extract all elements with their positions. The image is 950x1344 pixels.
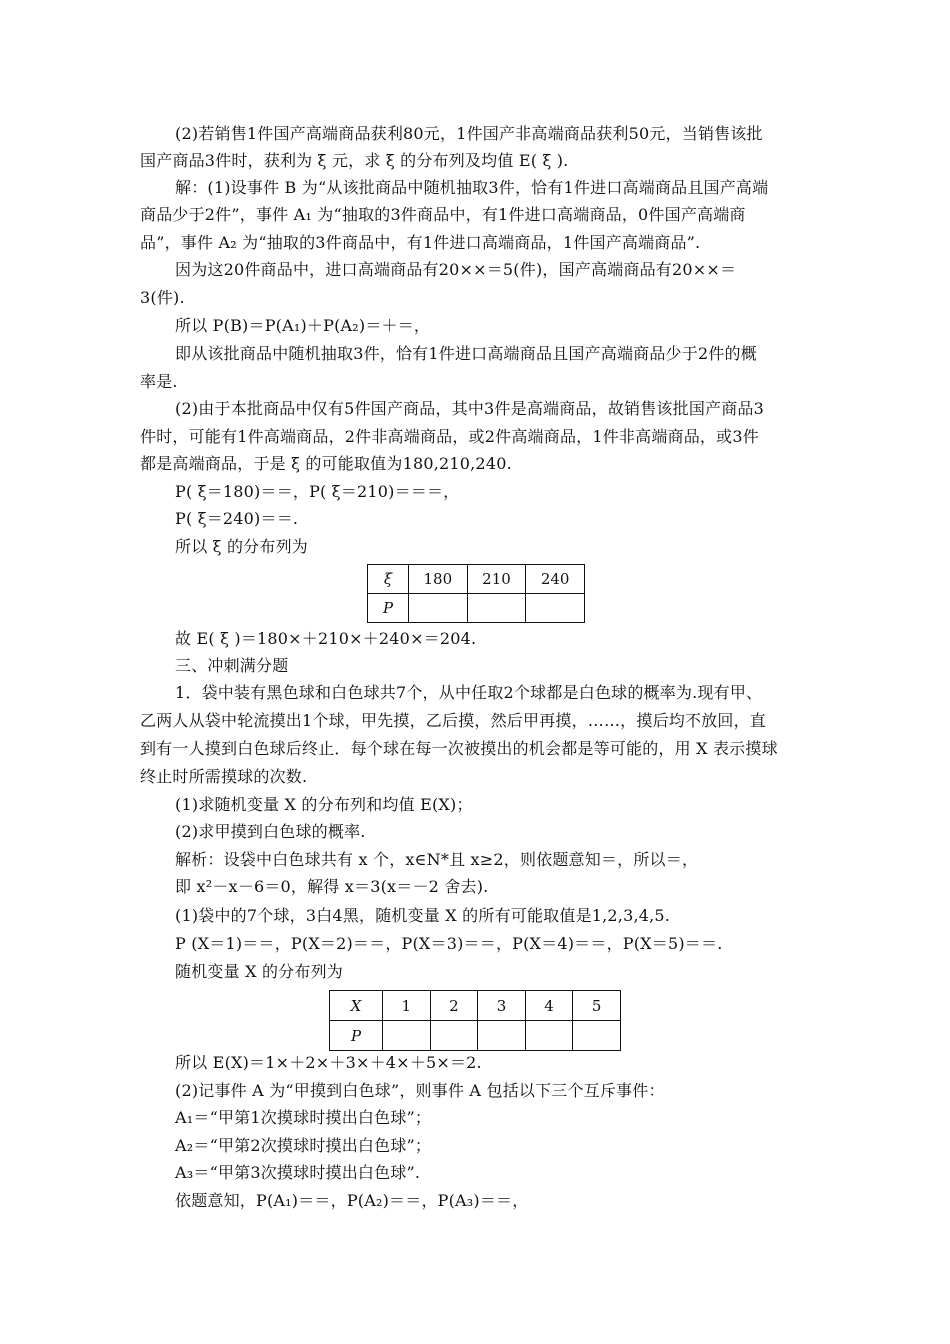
table-cell [467,594,526,623]
table-row [368,594,585,623]
text-line: (1)袋中的7个球，3白4黑，随机变量 X 的所有可能取值是1,2,3,4,5. [175,906,671,925]
table-row [330,991,621,1021]
distribution-table-xi [367,564,585,623]
text-line: 所以 E(X)＝1×＋2×＋3×＋4×＋5×＝2. [175,1053,482,1072]
text-line: 都是高端商品，于是 ξ 的可能取值为180,210,240. [140,454,512,473]
text-line: 因为这20件商品中，进口高端商品有20××＝5(件)，国产高端商品有20××＝ [175,260,737,279]
table-cell: 4 [525,991,573,1021]
table-cell: 3 [478,991,526,1021]
text-line: 随机变量 X 的分布列为 [175,962,343,981]
table-row [368,565,585,594]
text-line: 终止时所需摸球的次数. [140,767,308,786]
table-cell [478,1021,526,1051]
text-line: A₁＝“甲第1次摸球时摸出白色球”； [175,1108,432,1127]
text-line: 即 x²－x－6＝0，解得 x＝3(x＝－2 舍去). [175,877,489,896]
text-line: (2)求甲摸到白色球的概率. [175,822,366,841]
text-line: 解析：设袋中白色球共有 x 个，x∈N*且 x≥2，则依题意知＝，所以＝， [175,850,699,869]
text-line: 所以 ξ 的分布列为 [175,537,308,556]
text-line: P( ξ＝240)＝＝. [175,509,299,528]
text-line: (2)若销售1件国产高端商品获利80元，1件国产非高端商品获利50元，当销售该批 [175,124,763,143]
table-cell: 240 [526,565,585,594]
text-line: 品”，事件 A₂ 为“抽取的3件商品中，有1件进口高端商品，1件国产高端商品”. [140,233,701,252]
table-cell: 210 [467,565,526,594]
text-line: 到有一人摸到白色球后终止．每个球在每一次被摸出的机会都是等可能的，用 X 表示摸球 [140,739,778,758]
table-cell: P [368,594,409,623]
text-line: (2)记事件 A 为“甲摸到白色球”，则事件 A 包括以下三个互斥事件： [175,1081,665,1100]
text-line: A₂＝“甲第2次摸球时摸出白色球”； [175,1136,432,1155]
text-line: 国产商品3件时，获利为 ξ 元，求 ξ 的分布列及均值 E( ξ ). [140,151,569,170]
table-cell [430,1021,478,1051]
text-line: P (X＝1)＝＝，P(X＝2)＝＝，P(X＝3)＝＝，P(X＝4)＝＝，P(X＝5)＝＝. [175,934,723,953]
table-cell: 5 [573,991,621,1021]
text-line: 故 E( ξ )＝180×＋210×＋240×＝204. [175,629,477,648]
table-cell: X [330,991,383,1021]
text-line: 商品少于2件”，事件 A₁ 为“抽取的3件商品中，有1件进口高端商品，0件国产高端商 [140,205,746,224]
text-line: 即从该批商品中随机抽取3件，恰有1件进口高端商品且国产高端商品少于2件的概 [175,344,757,363]
text-line: 依题意知，P(A₁)＝＝，P(A₂)＝＝，P(A₃)＝＝， [175,1191,529,1210]
distribution-table-x [329,990,621,1051]
text-line: (1)求随机变量 X 的分布列和均值 E(X)； [175,795,473,814]
section-heading: 三、冲刺满分题 [175,656,289,675]
table-cell: 2 [430,991,478,1021]
text-line: 3(件). [140,288,185,307]
table-cell [383,1021,431,1051]
table-cell [526,594,585,623]
text-line: 乙两人从袋中轮流摸出1个球，甲先摸，乙后摸，然后甲再摸，……，摸后均不放回，直 [140,711,766,730]
text-line: (2)由于本批商品中仅有5件国产商品，其中3件是高端商品，故销售该批国产商品3 [175,399,765,418]
text-line: 解：(1)设事件 B 为“从该批商品中随机抽取3件，恰有1件进口高端商品且国产高端 [175,178,769,197]
table-cell: P [330,1021,383,1051]
table-cell [573,1021,621,1051]
text-line: 率是. [140,372,178,391]
text-line: 所以 P(B)＝P(A₁)＋P(A₂)＝＋＝， [175,316,431,335]
text-line: P( ξ＝180)＝＝，P( ξ＝210)＝＝＝， [175,482,460,501]
table-cell: 1 [383,991,431,1021]
text-line: 1．袋中装有黑色球和白色球共7个，从中任取2个球都是白色球的概率为.现有甲、 [175,683,763,702]
table-row [330,1021,621,1051]
table-cell: 180 [409,565,468,594]
table-cell: ξ [368,565,409,594]
table-cell [409,594,468,623]
table-cell [525,1021,573,1051]
text-line: A₃＝“甲第3次摸球时摸出白色球”. [175,1163,421,1182]
text-line: 件时，可能有1件高端商品，2件非高端商品，或2件高端商品，1件非高端商品，或3件 [140,427,759,446]
